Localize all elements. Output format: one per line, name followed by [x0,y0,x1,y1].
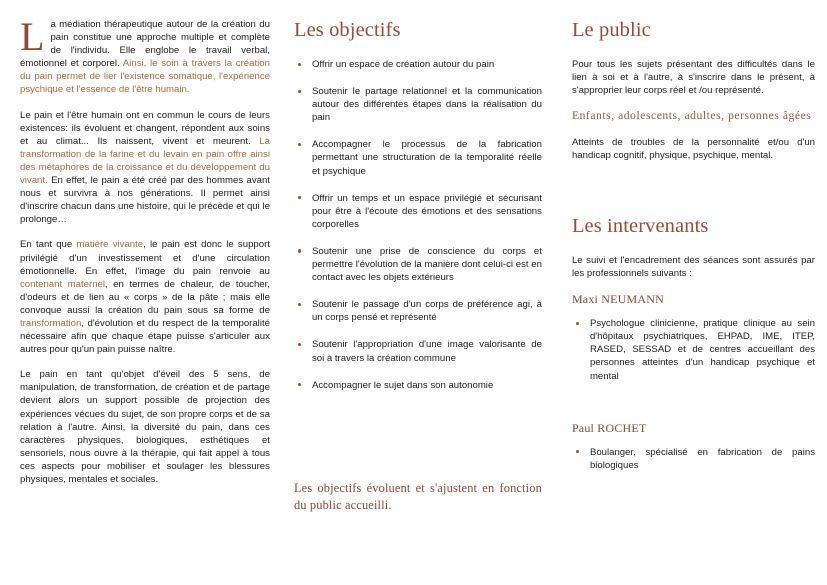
intro-paragraph [20,14,270,97]
column-public-and-staff [552,18,815,575]
bullet-icon [298,383,301,386]
person-description: Psychologue clinicienne, pratique clinique au sein d'hôpitaux psychiatriques, EHPAD, IME, ITEP, RASED, SESSAD et de centres accueillant des personnes atteintes d'un handicap psychique et mental [589,318,815,382]
list-item [294,192,542,231]
bullet-icon [298,249,301,252]
objectives-list [294,58,542,392]
list-item [294,379,542,392]
objective-text: Soutenir le partage relationnel et la communication autour des différentes étapes dans la réalisation du pain [311,86,542,124]
public-detail-text: Atteints de troubles de la personnalité et/ou d'un handicap cognitif, physique, psychique, mental. [571,136,815,161]
bullet-icon [298,196,301,199]
objective-text: Soutenir une prise de conscience du corps et permettre l'évolution de la manière dont celui-ci est en contact avec les objets extérieurs [311,245,542,284]
paragraph3-part4: , d'évolution et du respect de la temporalité nécessaire afin que chaque étape puisse s'articuler aux autres pour qu'un pain puisse naître. [20,317,270,356]
public-heading: Le public [571,19,651,41]
intervenants-heading: Les intervenants [571,214,709,237]
intervenants-intro-text: Le suivi et l'encadrement des séances sont assurés par les professionnels suivants : [571,254,815,280]
section-spacer [572,174,815,214]
drop-cap-letter: L [20,14,45,59]
paragraph2-highlight: La transformation de la farine et du levain en pain offre ainsi des métaphores de la croissance et du développement du vivant. [20,135,270,187]
paragraph3-highlight-1: matière vivante [76,239,144,251]
column-objectives [278,18,552,575]
bullet-icon [576,450,579,453]
paul-rochet-details [572,446,815,472]
paragraph-living-matter [20,238,270,356]
intro-highlight-text: Ainsi, le soin à travers la création du pain permet de lier l'existence somatique, l'expérience psychique et l'essence de l'être humain. [20,58,270,96]
objective-text: Soutenir l'appropriation d'une image valorisante de soi à travers la création commune [311,339,542,364]
list-item [294,58,542,71]
paragraph3-part2: , le pain est donc le support privilégié d'un investissement et d'une circulation émotionnelle. En effet, l'image du pain renvoie au [20,239,270,277]
column-introduction [20,14,278,575]
objective-text: Accompagner le sujet dans son autonomie [311,379,494,391]
intro-lead-text: a médiation thérapeutique autour de la création du pain constitue une approche multiple et complète de l'individu. Elle englobe le travail verbal, émotionnel et corporel. [20,19,270,70]
person-description: Boulanger, spécialisé en fabrication de pains biologiques [589,446,815,471]
objective-text: Accompagner le processus de la fabrication permettant une structuration de la temporalité réelle et psychique [311,139,542,177]
maxi-neumann-details [572,317,815,382]
person-name-maxi-neumann: Maxi NEUMANN [571,292,664,307]
list-item [572,446,815,472]
list-item [572,317,815,382]
objective-text: Soutenir le passage d'un corps de préférence agi, à un corps pensé et représenté [311,299,542,324]
paragraph-bread-and-human [20,109,270,227]
objective-text: Offrir un espace de création autour du pain [311,59,495,70]
person-spacer [572,395,815,421]
bullet-icon [298,143,301,146]
paragraph3-part1: En tant que [20,239,77,251]
paragraph-five-senses: Le pain en tant qu'objet d'éveil des 5 sens, de manipulation, de transformation, de création et de partage devient alors un support possible de projection des expériences vécues du sujet, de son propre corps et de sa relation à l'autre. Ainsi, la diversité du pain, dans ces caractères physiques, biologiques, esthétiques et sensoriels, nous ouvre à la thérapie, qui fait appel à tous ces aspects pour mobiliser et soulager les blessures physiques, mentales et sociales. [20,369,270,485]
paragraph3-highlight-3: transformation [20,317,82,329]
list-item [294,298,542,324]
public-intro-text: Pour tous les sujets présentant des difficultés dans le lien à soi et à l'autre, à s'inscrire dans le présent, à s'approprier leur corps réel et /ou représenté. [571,59,815,97]
bullet-icon [576,322,579,325]
bullet-icon [298,90,301,93]
paragraph2-part2: En effet, le pain a été créé par des hommes avant nous et survivra à nos générations. Il permet ainsi d'inscrire chacun dans une histoire, qui le précède et qui le prolonge… [20,175,270,226]
objectives-footnote: Les objectifs évoluent et s'ajustent en fonction du public accueilli. [293,481,542,512]
paragraph3-part3: , en termes de chaleur, de toucher, d'odeurs et de lien au « corps » de la pâte ; mais elle convoque aussi la création du pain sous sa forme de [20,278,270,316]
objectives-heading: Les objectifs [293,19,401,41]
paragraph2-part1: Le pain et l'être humain ont en commun le cours de leurs existences: ils évoluent et changent, répondent aux soins et au climat... Ils naissent, vivent et meurent. [20,109,270,147]
list-item [294,85,542,124]
public-subheading: Enfants, adolescents, adultes, personnes âgées [571,109,812,123]
list-item [294,138,542,177]
paragraph3-highlight-2: contenant maternel [20,278,106,290]
list-item [294,245,542,284]
list-item [294,338,542,364]
bullet-icon [298,343,301,346]
person-name-paul-rochet: Paul ROCHET [571,420,647,435]
bullet-icon [298,63,301,66]
bullet-icon [298,303,301,306]
objective-text: Offrir un temps et un espace privilégié et sécurisant pour être à l'écoute des émotions et des sensations corporelles [311,192,542,230]
